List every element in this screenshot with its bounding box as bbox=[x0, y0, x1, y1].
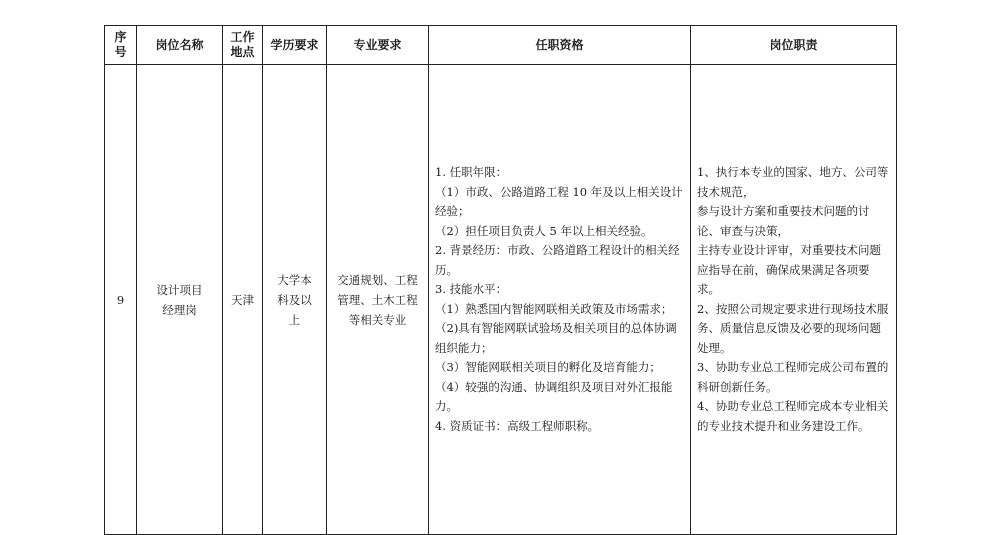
cell-duties bbox=[691, 65, 897, 535]
cell-location: 天津 bbox=[223, 65, 263, 535]
header-row bbox=[105, 26, 897, 65]
qualification-line: （3）智能网联相关项目的孵化及培育能力； bbox=[435, 360, 661, 374]
cell-qualifications bbox=[429, 65, 691, 535]
qualification-line: （2）担任项目负责人 5 年以上相关经验。 bbox=[435, 223, 653, 238]
cell-major: 交通规划、工程管理、土木工程等相关专业 bbox=[327, 65, 429, 535]
duty-line: 3、协助专业总工程师完成公司布置的科研创新任务。 bbox=[697, 360, 889, 394]
duty-line: 主持专业设计评审，对重要技术问题应指导在前，确保成果满足各项要求。 bbox=[697, 243, 881, 296]
header-position: 岗位名称 bbox=[137, 26, 223, 65]
qualification-line: （1）市政、公路道路工程 10 年及以上相关设计经验； bbox=[435, 184, 683, 218]
duty-line: 参与设计方案和重要技术问题的讨论、审查与决策， bbox=[697, 204, 870, 238]
qualification-line: 4. 资质证书：高级工程师职称。 bbox=[435, 418, 600, 433]
duty-line: 2、按照公司规定要求进行现场技术服务、质量信息反馈及必要的现场问题处理。 bbox=[697, 301, 889, 355]
qualification-line: （2)具有智能网联试验场及相关项目的总体协调组织能力； bbox=[435, 321, 677, 355]
header-major: 专业要求 bbox=[327, 26, 429, 65]
qualification-line: 2. 背景经历：市政、公路道路工程设计的相关经历。 bbox=[435, 243, 680, 277]
qualification-line: 3. 技能水平： bbox=[435, 282, 508, 296]
job-posting-table bbox=[104, 25, 897, 535]
duty-line: 4、协助专业总工程师完成本专业相关的专业技术提升和业务建设工作。 bbox=[697, 399, 889, 433]
header-education: 学历要求 bbox=[263, 26, 327, 65]
cell-education: 大学本科及以上 bbox=[263, 65, 327, 535]
table-row bbox=[105, 65, 897, 535]
header-seq: 序号 bbox=[105, 26, 137, 65]
header-location: 工作地点 bbox=[223, 26, 263, 65]
header-duty: 岗位职责 bbox=[691, 26, 897, 65]
header-qualification: 任职资格 bbox=[429, 26, 691, 65]
qualification-line: （1）熟悉国内智能网联相关政策及市场需求； bbox=[435, 301, 673, 316]
cell-position: 设计项目经理岗 bbox=[137, 65, 223, 535]
qualification-line: 1. 任职年限： bbox=[435, 165, 508, 179]
duty-line: 1、执行本专业的国家、地方、公司等技术规范， bbox=[697, 165, 889, 199]
qualification-line: （4）较强的沟通、协调组织及项目对外汇报能力。 bbox=[435, 379, 673, 413]
cell-seq: 9 bbox=[105, 65, 137, 535]
